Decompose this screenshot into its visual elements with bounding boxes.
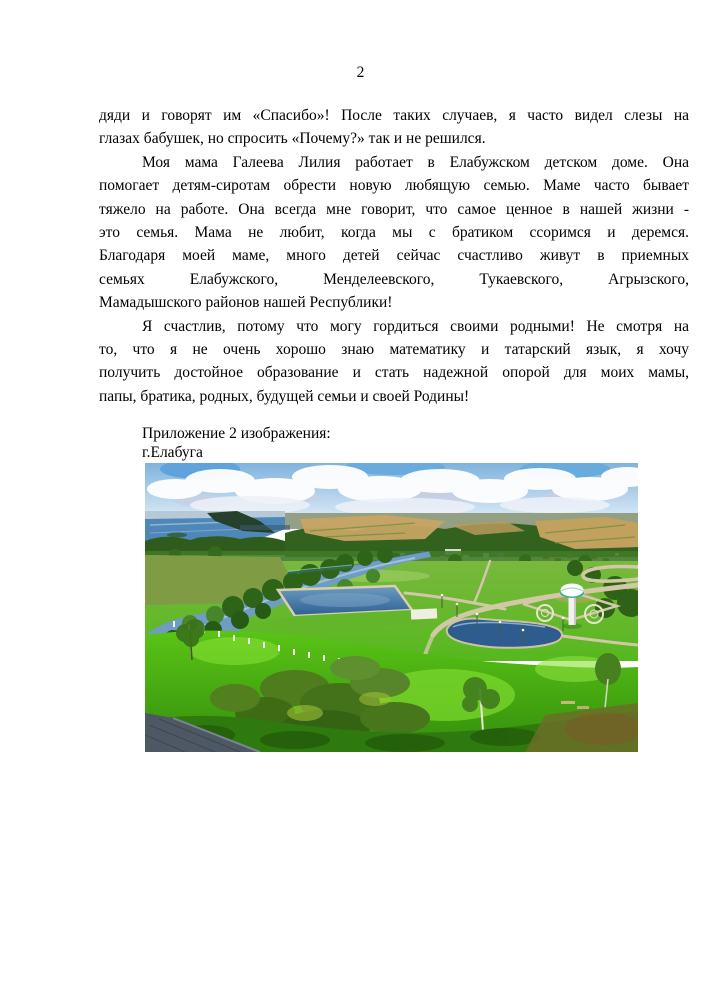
paragraph-2-line-1: Моя мама Галеева Лилия работает в Елабужском детском доме. Она bbox=[142, 153, 689, 171]
body-text bbox=[99, 104, 689, 462]
paragraph-1-line-2: глазах бабушек, но спросить «Почему?» так и не решился. bbox=[99, 130, 486, 148]
paragraph-3-line-1: Я счастлив, потому что могу гордиться своими родными! Не смотря на bbox=[142, 317, 689, 335]
paragraph-2-line-2: помогает детям-сиротам обрести новую любящую семью. Маме часто бывает bbox=[99, 177, 689, 195]
photo-caption-city: г.Елабуга bbox=[142, 444, 203, 462]
paragraph-2-line-6: семьях Елабужского, Менделеевского, Тукаевского, Агрызского, bbox=[99, 270, 689, 288]
paragraph-2-line-5: Благодаря моей маме, много детей сейчас счастливо живут в приемных bbox=[99, 247, 689, 265]
paragraph-3-line-4: папы, братика, родных, будущей семьи и своей Родины! bbox=[99, 387, 470, 405]
landscape-illustration bbox=[145, 463, 638, 752]
paragraph-2-line-7: Мамадышского районов нашей Республики! bbox=[99, 294, 393, 312]
page-number: 2 bbox=[356, 64, 365, 81]
photo-elabuga-landscape bbox=[145, 463, 638, 752]
paragraph-3-line-3: получить достойное образование и стать надежной опорой для моих мамы, bbox=[99, 364, 689, 382]
paragraph-spacer bbox=[99, 408, 689, 424]
paragraph-3-line-2: то, что я не очень хорошо знаю математику и татарский язык, я хочу bbox=[99, 340, 689, 358]
paragraph-2-line-4: это семья. Мама не любит, когда мы с братиком ссоримся и деремся. bbox=[99, 223, 689, 241]
paragraph-1-line-1: дяди и говорят им «Спасибо»! После таких случаев, я часто видел слезы на bbox=[99, 107, 689, 124]
paragraph-2-line-3: тяжело на работе. Она всегда мне говорит, что самое ценное в нашей жизни - bbox=[99, 200, 689, 218]
appendix-caption: Приложение 2 изображения: bbox=[142, 425, 331, 443]
